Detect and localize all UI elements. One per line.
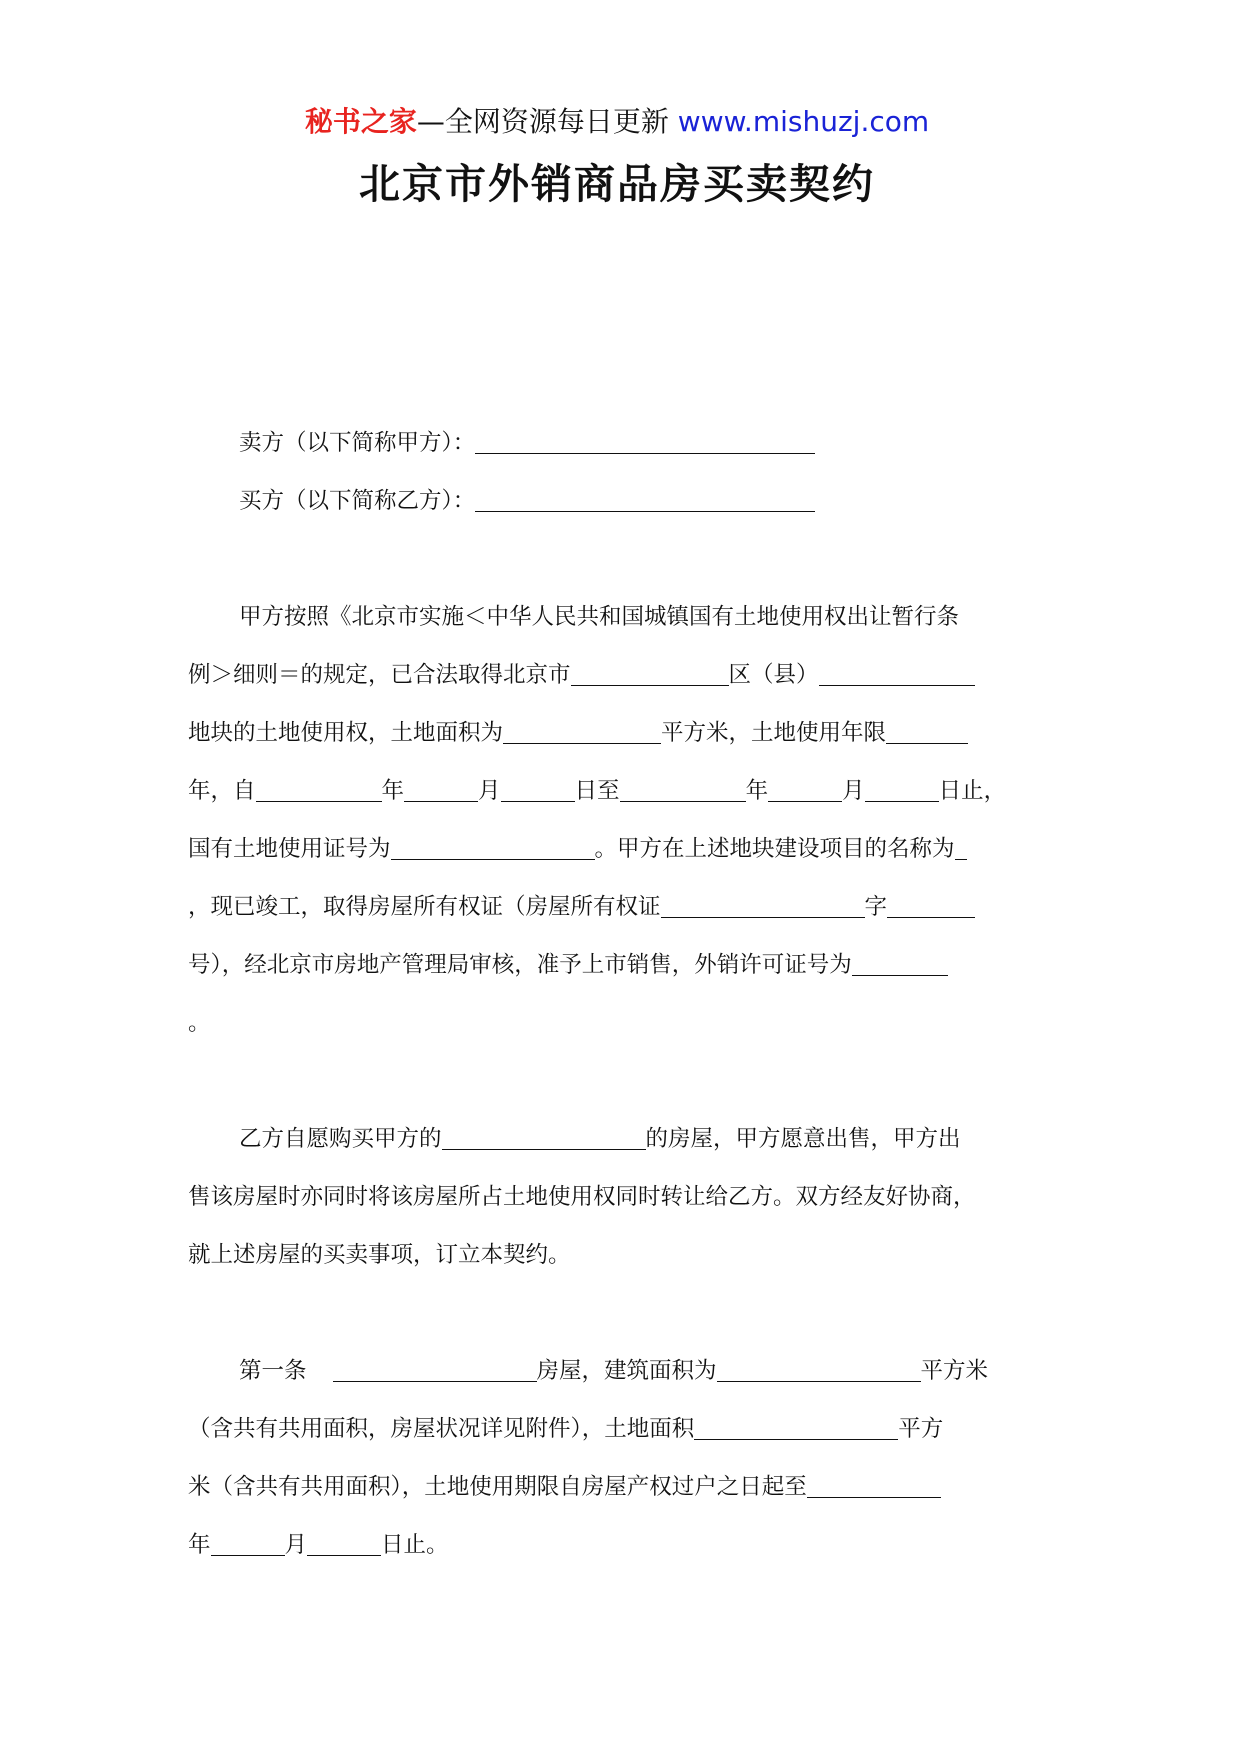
para1-text: 。 xyxy=(188,1010,211,1036)
article1-text: 日止。 xyxy=(381,1532,449,1558)
article-number: 第一条 xyxy=(239,1358,307,1384)
para1-line1 xyxy=(239,599,959,635)
term-end-month-blank[interactable] xyxy=(211,1529,285,1556)
para1-line6 xyxy=(188,889,975,925)
seller-label: 卖方（以下简称甲方）： xyxy=(239,430,476,456)
seller-blank[interactable] xyxy=(475,427,815,454)
para1-text: 号），经北京市房地产管理局审核，准予上市销售，外销许可证号为 xyxy=(188,952,852,978)
land-area-blank[interactable] xyxy=(503,717,661,744)
project-name-blank[interactable] xyxy=(955,833,967,860)
para1-line8 xyxy=(188,1005,211,1041)
para1-line3 xyxy=(188,715,968,751)
para1-line5 xyxy=(188,831,967,867)
para1-text: 国有土地使用证号为 xyxy=(188,836,391,862)
para1-text: 平方米，土地使用年限 xyxy=(661,720,887,746)
article1-line2 xyxy=(188,1411,943,1447)
district-blank[interactable] xyxy=(571,659,729,686)
article1-line1 xyxy=(239,1353,988,1389)
article1-text: 年 xyxy=(188,1532,211,1558)
para1-text: 字 xyxy=(864,894,888,920)
site-header xyxy=(0,102,1234,142)
article1-text: 米（含共有共用面积），土地使用期限自房屋产权过户之日起至 xyxy=(188,1474,807,1500)
para2-text: 售该房屋时亦同时将该房屋所占土地使用权同时转让给乙方。双方经友好协商， xyxy=(188,1184,976,1210)
buyer-line xyxy=(239,483,815,519)
para2-line2 xyxy=(188,1179,976,1215)
para1-text: 月 xyxy=(842,778,865,804)
para2-line1 xyxy=(239,1121,961,1157)
seller-line xyxy=(239,425,815,461)
para1-line2 xyxy=(188,657,975,693)
para2-text: 乙方自愿购买甲方的 xyxy=(239,1126,442,1152)
para1-text: 年，自 xyxy=(188,778,256,804)
end-year-blank[interactable] xyxy=(620,775,746,802)
article1-line3 xyxy=(188,1469,941,1505)
start-year-blank[interactable] xyxy=(256,775,382,802)
term-end-year-blank[interactable] xyxy=(807,1471,941,1498)
para1-line7 xyxy=(188,947,948,983)
county-blank[interactable] xyxy=(819,659,975,686)
para1-text: ，现已竣工，取得房屋所有权证（房屋所有权证 xyxy=(188,894,661,920)
para2-text: 就上述房屋的买卖事项，订立本契约。 xyxy=(188,1242,571,1268)
sales-permit-blank[interactable] xyxy=(852,949,948,976)
para2-line3 xyxy=(188,1237,571,1273)
article1-text: 平方米 xyxy=(920,1358,989,1384)
end-day-blank[interactable] xyxy=(865,775,939,802)
article1-text: 平方 xyxy=(898,1416,944,1442)
start-day-blank[interactable] xyxy=(501,775,575,802)
term-end-day-blank[interactable] xyxy=(307,1529,381,1556)
land-term-blank[interactable] xyxy=(886,717,968,744)
property-blank[interactable] xyxy=(442,1123,646,1150)
para1-text: 。甲方在上述地块建设项目的名称为 xyxy=(594,836,955,862)
para1-text: 日至 xyxy=(574,778,620,804)
para1-text: 地块的土地使用权，土地面积为 xyxy=(188,720,504,746)
ownership-cert-number-blank[interactable] xyxy=(887,891,975,918)
buyer-label: 买方（以下简称乙方）： xyxy=(239,488,476,514)
article1-text: 月 xyxy=(284,1532,308,1558)
website-link[interactable]: www.mishuzj.com xyxy=(677,105,930,138)
article-land-area-blank[interactable] xyxy=(694,1413,898,1440)
start-month-blank[interactable] xyxy=(404,775,478,802)
para1-text: 年 xyxy=(745,778,769,804)
para1-text: 例＞细则＝的规定，已合法取得北京市 xyxy=(188,662,571,688)
buyer-blank[interactable] xyxy=(475,485,815,512)
brand-name: 秘书之家 xyxy=(304,105,417,138)
house-blank[interactable] xyxy=(333,1355,537,1382)
para1-text: 日止， xyxy=(938,778,1007,804)
para2-text: 的房屋，甲方愿意出售，甲方出 xyxy=(645,1126,961,1152)
document-title: 北京市外销商品房买卖契约 xyxy=(359,160,875,208)
land-cert-number-blank[interactable] xyxy=(391,833,595,860)
site-tagline: —全网资源每日更新 xyxy=(416,105,669,138)
article1-text: （含共有共用面积，房屋状况详见附件），土地面积 xyxy=(188,1416,695,1442)
para1-text: 年 xyxy=(381,778,405,804)
building-area-blank[interactable] xyxy=(717,1355,921,1382)
article1-text: 房屋，建筑面积为 xyxy=(536,1358,717,1384)
para1-text: 月 xyxy=(478,778,501,804)
ownership-cert-blank[interactable] xyxy=(661,891,865,918)
para1-line4 xyxy=(188,773,1006,809)
para1-text: 区（县） xyxy=(728,662,819,688)
end-month-blank[interactable] xyxy=(768,775,842,802)
article1-line4 xyxy=(188,1527,449,1563)
para1-text: 甲方按照《北京市实施＜中华人民共和国城镇国有土地使用权出让暂行条 xyxy=(239,604,960,630)
